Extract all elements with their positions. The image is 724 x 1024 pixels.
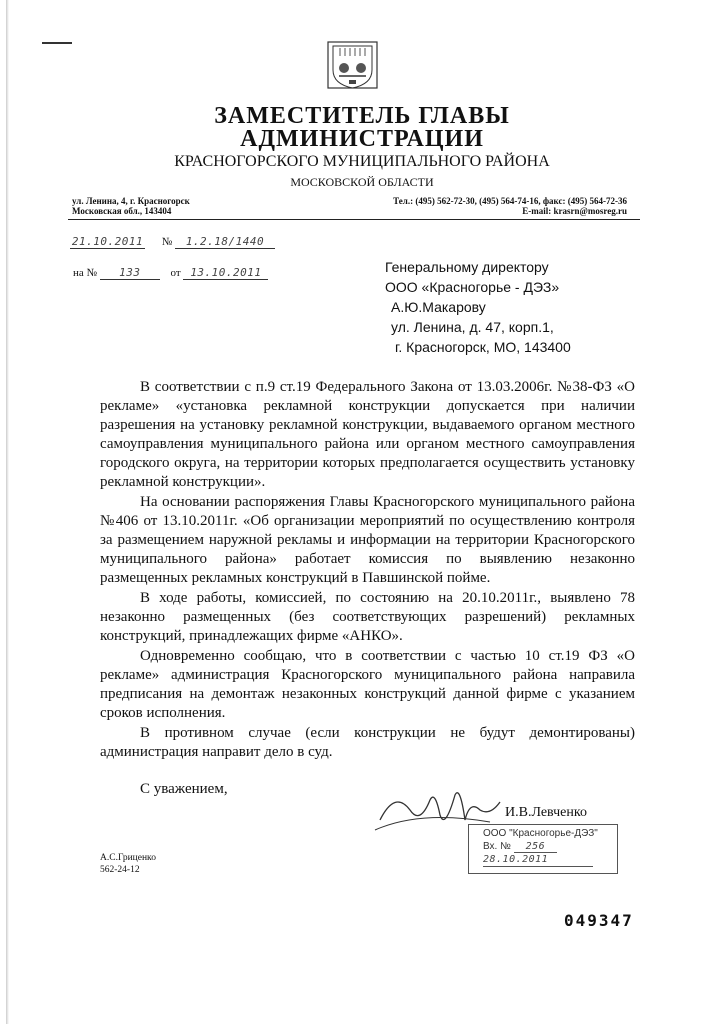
header-region: МОСКОВСКОЙ ОБЛАСТИ [290, 175, 434, 189]
email-line: E-mail: krasrn@mosreg.ru [522, 206, 627, 216]
body-paragraph-2: На основании распоряжения Главы Красногорского муниципального района №406 от 13.10.2011г. «Об организации мероприятий по осуществлению контроля за размещением наружной рекламы и информации на территории Красногорского муниципального района» работает комиссия по выявлению незаконно размещенных рекламных конструкций в Павшинской пойме. [100, 494, 635, 586]
reference-from-label: от [170, 267, 181, 279]
stamp-number-row [483, 840, 617, 853]
stamp-org: ООО "Красногорье-ДЭЗ" [483, 828, 598, 839]
registration-date: 21.10.2011 [71, 235, 144, 248]
reference-date: 13.10.2011 [183, 266, 268, 280]
body-paragraph-3: В ходе работы, комиссией, по состоянию на 20.10.2011г., выявлено 78 незаконно размещенных (без соответствующих разрешений) рекламных конструкций, принадлежащих фирме «АНКО». [100, 590, 635, 644]
sender-address [72, 196, 190, 216]
address-line1: ул. Ленина, 4, г. Красногорск [72, 196, 190, 206]
stamp-date: 28.10.2011 [483, 853, 593, 867]
recipient-position: Генеральному директору [385, 259, 549, 275]
registration-number-label: № [161, 236, 173, 248]
executor-phone: 562-24-12 [100, 865, 140, 875]
executor-block [100, 852, 156, 876]
recipient-company: ООО «Красногорье - ДЭЗ» [385, 279, 560, 295]
recipient-street: ул. Ленина, д. 47, корп.1, [391, 319, 554, 335]
margin-dash [42, 42, 72, 44]
body-paragraph-5: В противном случае (если конструкции не будут демонтированы) администрация направит дело в суд. [100, 725, 635, 760]
address-line2: Московская обл., 143404 [72, 206, 172, 216]
sender-contacts [393, 196, 627, 216]
reference-line [73, 266, 268, 280]
reference-label: на № [73, 267, 98, 279]
recipient-name: А.Ю.Макарову [391, 299, 486, 315]
closing-regards: С уважением, [140, 781, 228, 797]
registration-number: 1.2.18/1440 [175, 235, 275, 249]
signer-name: И.В.Левченко [505, 805, 587, 820]
header-district: КРАСНОГОРСКОГО МУНИЦИПАЛЬНОГО РАЙОНА [174, 153, 550, 170]
body-paragraph-4: Одновременно сообщаю, что в соответствии с частью 10 ст.19 ФЗ «О рекламе» администрация Красногорского муниципального района направила предписания на демонтаж незаконных конструкций данной фирме с указанием сроков исполнения. [100, 648, 635, 721]
stamp-number-label: Вх. № [483, 841, 511, 852]
incoming-stamp [468, 824, 618, 874]
reference-number: 133 [100, 266, 160, 280]
phone-line: Тел.: (495) 562-72-30, (495) 564-74-16, факс: (495) 564-72-36 [393, 196, 627, 206]
coat-of-arms-emblem [325, 40, 380, 92]
registration-line [70, 235, 275, 249]
recipient-block [385, 257, 571, 357]
executor-name: А.С.Гриценко [100, 853, 156, 863]
header-divider [68, 219, 640, 220]
recipient-city: г. Красногорск, МО, 143400 [395, 339, 571, 355]
document-serial-number: 049347 [564, 911, 634, 930]
letter-body [100, 378, 635, 763]
stamp-number: 256 [514, 841, 558, 853]
body-paragraph-1: В соответствии с п.9 ст.19 Федерального Закона от 13.03.2006г. №38-ФЗ «О рекламе» «установка рекламной конструкции допускается при наличии разрешения на установку рекламной конструкции, выдаваемого органом местного самоуправления муниципального района или органом местного самоуправления городского округа, на территории которых предполагается осуществить установку рекламной конструкции». [100, 379, 635, 490]
header-title-line2: АДМИНИСТРАЦИИ [240, 126, 484, 152]
header-title-line1: ЗАМЕСТИТЕЛЬ ГЛАВЫ [214, 103, 510, 129]
